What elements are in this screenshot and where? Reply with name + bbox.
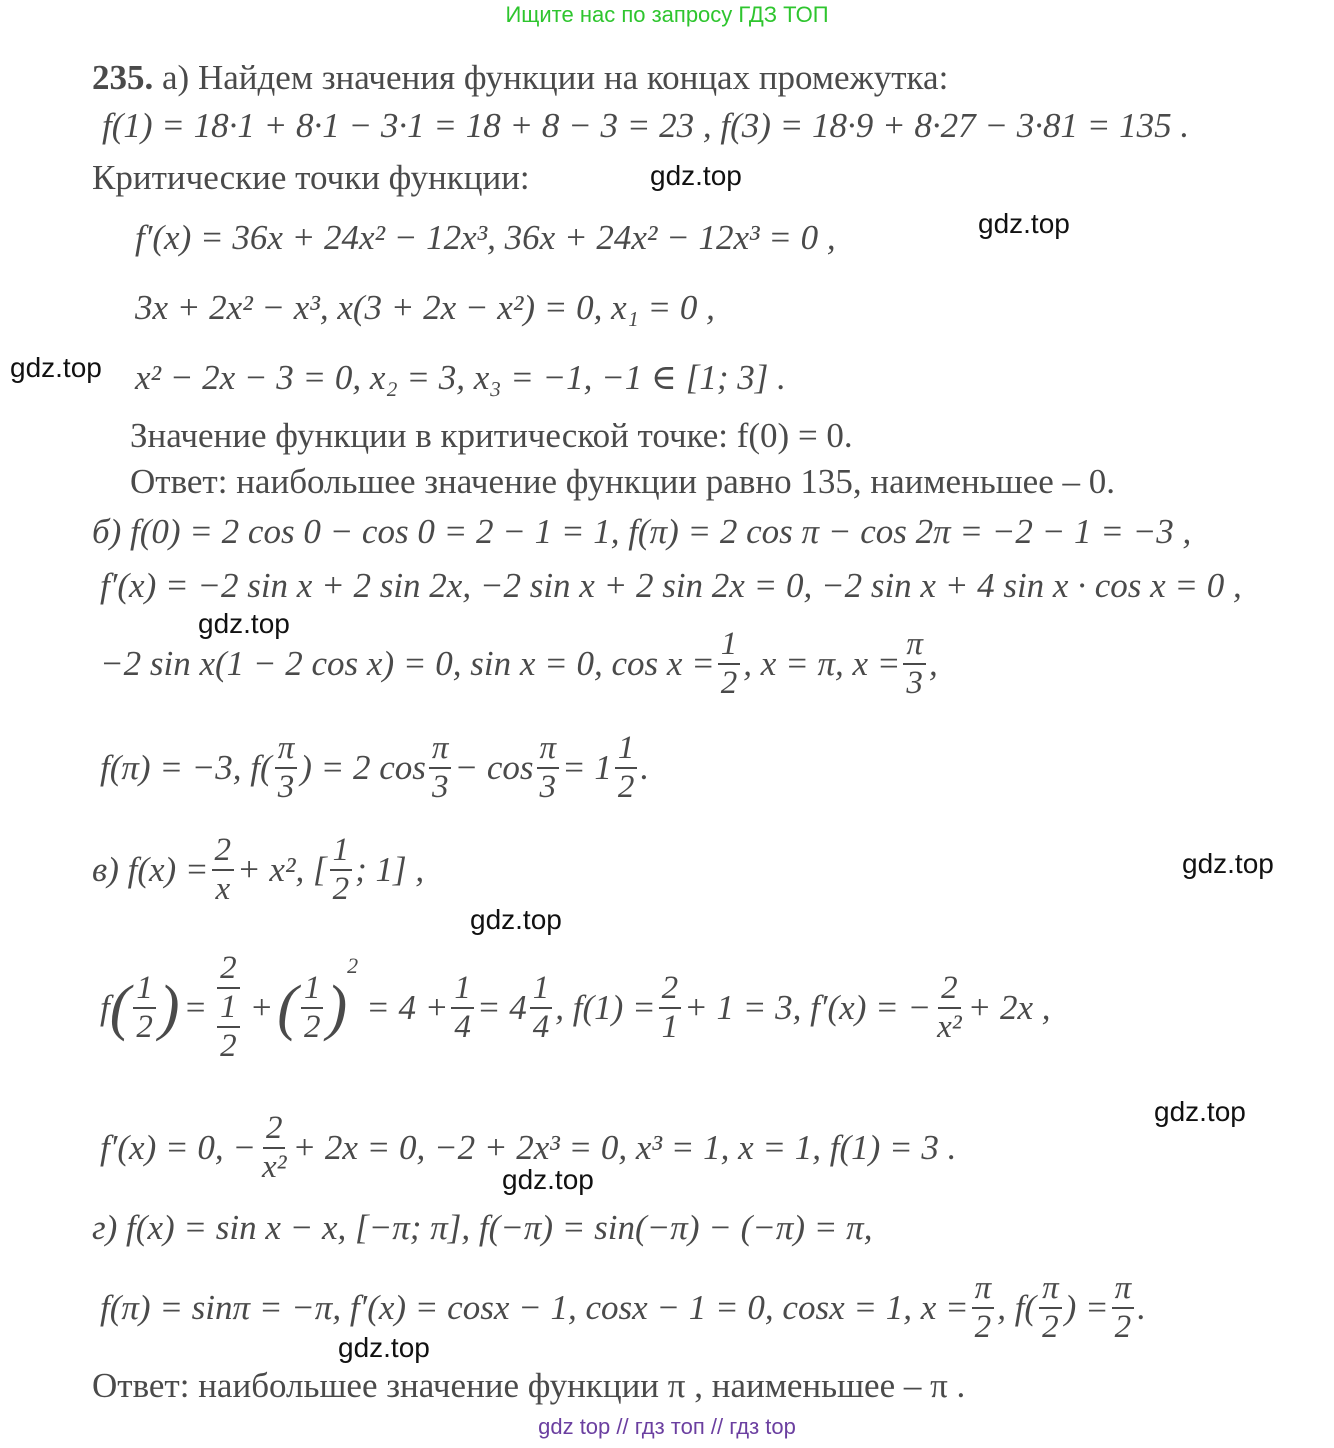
fraction-pi-third: $\frac{\pi}{3}$	[275, 732, 298, 804]
part-v-line1-semi: ; 1] ,	[355, 850, 425, 889]
fraction-one-half: $\frac{1}{2}$	[330, 834, 353, 906]
fraction-pi-half: $\frac{\pi}{2}$	[1039, 1272, 1062, 1344]
part-v-line3-end: + 2x = 0, −2 + 2x³ = 0, x³ = 1, x = 1, f(1) = 3 .	[292, 1128, 957, 1167]
exponent-two: 2	[347, 953, 359, 978]
part-v-line2-tail2: = 4	[476, 987, 527, 1027]
fraction-two-over-x-squared: $\frac{2}{\text{x²}}$	[261, 1110, 287, 1185]
part-a-answer: Ответ: наибольшее значение функции равно 135, наименьшее – 0.	[130, 462, 1115, 501]
problem-number: 235.	[92, 58, 154, 97]
watermark: gdz.top	[1154, 1096, 1246, 1127]
watermark: gdz.top	[10, 352, 102, 383]
part-v-line1-pre: в) f(x) =	[92, 850, 209, 889]
part-v-line1-mid: + x², [	[237, 850, 327, 889]
part-b-line3-pre: −2 sin x(1 − 2 cos x) = 0, sin x = 0, cos x =	[100, 644, 715, 683]
watermark: gdz.top	[650, 160, 742, 191]
part-v-line1	[92, 834, 424, 906]
part-b-line3-mid: , x = π, x =	[743, 644, 901, 683]
part-v-line2-tail4: + 1 = 3, f′(x) = −	[684, 987, 932, 1027]
part-g-line2-mid: , f(	[997, 1288, 1037, 1327]
part-g-line2-mid2: ) =	[1064, 1288, 1109, 1327]
part-v-line2-f: f	[100, 987, 110, 1027]
footer-links: gdz top // гдз топ // гдз top	[538, 1414, 796, 1439]
watermark: gdz.top	[338, 1332, 430, 1363]
fraction-one-half: $\frac{1}{2}$	[301, 972, 324, 1044]
part-b-line2: f′(x) = −2 sin x + 2 sin 2x, −2 sin x + 2 sin 2x = 0, −2 sin x + 4 sin x · cos x = 0 ,	[100, 566, 1242, 605]
fraction-two-over-x: $\frac{2}{x}$	[212, 834, 235, 906]
watermark: gdz.top	[978, 208, 1070, 239]
part-g-line2-end: .	[1137, 1288, 1146, 1327]
fraction-pi-third: $\frac{\pi}{3}$	[903, 628, 926, 700]
part-a-line1: f(1) = 18·1 + 8·1 − 3·1 = 18 + 8 − 3 = 23 , f(3) = 18·9 + 8·27 − 3·81 = 135 .	[102, 106, 1190, 145]
fraction-pi-half: $\frac{\pi}{2}$	[1112, 1272, 1135, 1344]
part-b-line4-pre: f(π) = −3, f(	[100, 748, 272, 787]
part-v-line2-tail3: , f(1) =	[555, 987, 656, 1027]
fraction-one-half: $\frac{1}{2}$	[718, 628, 741, 700]
paren-close: )	[326, 973, 348, 1042]
fraction-one-quarter: $\frac{1}{4}$	[530, 972, 553, 1044]
part-v-line2-tail5: + 2x ,	[967, 987, 1051, 1027]
part-b-line4-mid3: = 1	[562, 748, 612, 787]
fraction-pi-third: $\frac{\pi}{3}$	[429, 732, 452, 804]
part-b-line4-mid1: ) = 2 cos	[300, 748, 426, 787]
part-g-line2-pre: f(π) = sinπ = −π, f′(x) = cosx − 1, cosx − 1 = 0, cosx = 1, x =	[100, 1288, 969, 1327]
part-g-line1: г) f(x) = sin x − x, [−π; π], f(−π) = sin(−π) − (−π) = π,	[92, 1208, 873, 1247]
equals-sign: =	[183, 987, 208, 1027]
part-v-line3-pre: f′(x) = 0, −	[100, 1128, 256, 1167]
part-b-line1: б) f(0) = 2 cos 0 − cos 0 = 2 − 1 = 1, f(π) = 2 cos π − cos 2π = −2 − 1 = −3 ,	[92, 512, 1192, 551]
paren-open: (	[109, 973, 131, 1042]
fraction-two-over-half: 2 1 2	[214, 952, 243, 1063]
part-a-line2: f′(x) = 36x + 24x² − 12x³, 36x + 24x² − 12x³ = 0 ,	[135, 218, 836, 257]
part-b-line3-end: ,	[928, 644, 938, 683]
watermark: gdz.top	[502, 1164, 594, 1195]
part-v-line2	[100, 952, 1051, 1063]
fraction-pi-half: $\frac{\pi}{2}$	[972, 1272, 995, 1344]
fraction-two-over-one: $\frac{2}{1}$	[659, 972, 682, 1044]
part-a-line3: 3x + 2x² − x³, x(3 + 2x − x²) = 0, x₁ = 0 ,	[135, 288, 715, 327]
part-v-line2-tail1: = 4 +	[366, 987, 449, 1027]
part-b-line4-mid2: − cos	[454, 748, 534, 787]
paren-open: (	[277, 973, 298, 1042]
part-a-line4: x² − 2x − 3 = 0, x₂ = 3, x₃ = −1, −1 ∈ [1; 3] .	[135, 358, 786, 397]
paren-close: )	[158, 973, 180, 1042]
part-g-line2	[100, 1272, 1146, 1344]
top-banner: Ищите нас по запросу ГДЗ ТОП	[505, 2, 829, 27]
part-b-line4-end: .	[640, 748, 650, 787]
watermark: gdz.top	[470, 904, 562, 935]
fraction-pi-third: $\frac{\pi}{3}$	[537, 732, 560, 804]
fraction-two-over-x-squared: $\frac{2}{\text{x²}}$	[937, 969, 962, 1045]
plus-sign: +	[249, 987, 274, 1027]
watermark: gdz.top	[198, 608, 290, 639]
part-a-title: а) Найдем значения функции на концах промежутка:	[162, 58, 949, 97]
part-g-answer: Ответ: наибольшее значение функции π , наименьшее – π .	[92, 1366, 966, 1405]
fraction-one-quarter: $\frac{1}{4}$	[451, 972, 474, 1044]
part-b-line4	[100, 732, 649, 804]
part-a-line5: Значение функции в критической точке: f(0) = 0.	[130, 416, 853, 455]
watermark: gdz.top	[1182, 848, 1274, 879]
fraction-one-half: $\frac{1}{2}$	[615, 732, 638, 804]
fraction-one-half: $\frac{1}{2}$	[133, 972, 156, 1044]
part-a-title-line	[92, 58, 948, 98]
part-a-crit-label: Критические точки функции:	[92, 158, 530, 197]
